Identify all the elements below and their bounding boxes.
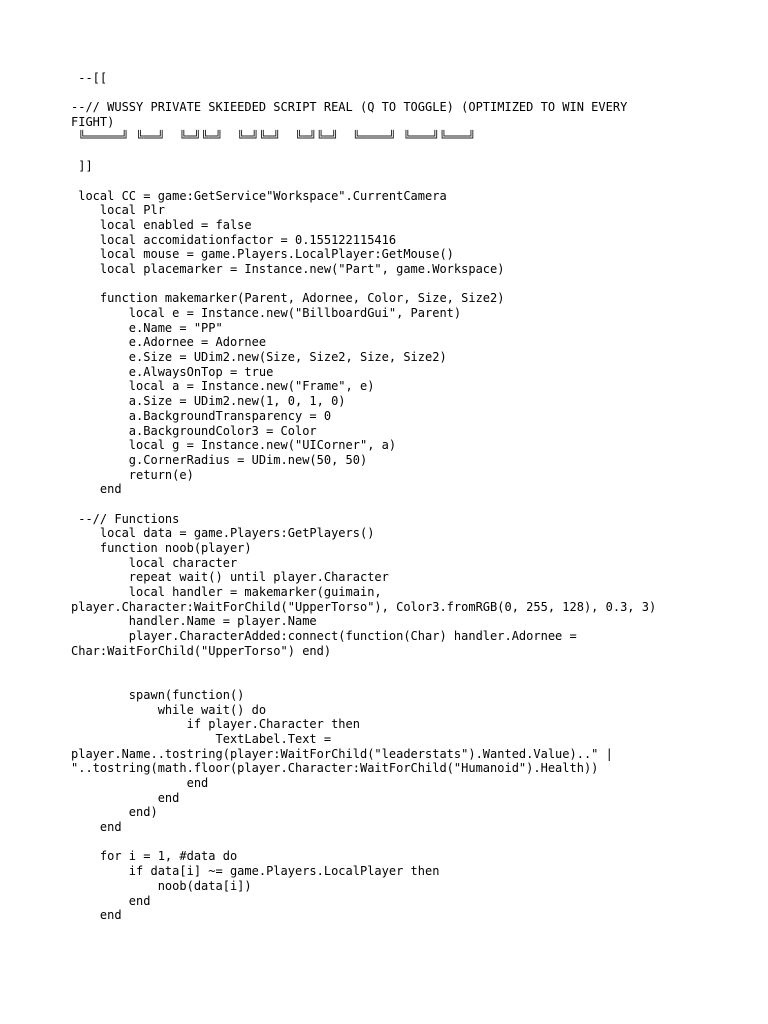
code-line	[71, 835, 711, 850]
code-line: TextLabel.Text =	[71, 731, 332, 746]
code-line: handler.Name = player.Name	[71, 614, 317, 629]
code-line: end	[71, 776, 209, 790]
code-line	[71, 659, 711, 674]
code-line: noob(data[i])	[71, 878, 252, 893]
code-line: if player.Character then	[71, 717, 360, 732]
code-line: local enabled = false	[71, 217, 252, 232]
code-line: Char:WaitForChild("UpperTorso") end)	[71, 643, 332, 658]
code-line	[71, 497, 711, 512]
code-line: spawn(function()	[71, 687, 245, 702]
code-line: local accomidationfactor = 0.155122115416	[71, 232, 397, 247]
code-line: e.Size = UDim2.new(Size, Size2, Size, Size2)	[71, 350, 447, 365]
code-line: FIGHT)	[71, 115, 115, 130]
code-line: --// Functions	[71, 511, 180, 526]
code-line: player.Character:WaitForChild("UpperTorso"), Color3.fromRGB(0, 255, 128), 0.3, 3)	[71, 599, 657, 614]
code-line: e.Adornee = Adornee	[71, 335, 267, 350]
code-line: local e = Instance.new("BillboardGui", Parent)	[71, 306, 462, 320]
code-line: e.AlwaysOnTop = true	[71, 364, 274, 379]
code-line: --// WUSSY PRIVATE SKIEEDED SCRIPT REAL (Q TO TOGGLE) (OPTIMIZED TO WIN EVERY	[71, 100, 628, 115]
code-line	[71, 673, 711, 688]
code-line	[71, 86, 711, 101]
code-line: return(e)	[71, 467, 194, 482]
code-line: "..tostring(math.floor(player.Character:WaitForChild("Humanoid").Health))	[71, 761, 599, 776]
code-line: --[[	[71, 71, 108, 85]
code-line: while wait() do	[71, 702, 267, 717]
code-line: end	[71, 482, 122, 497]
code-line: local character	[71, 555, 238, 570]
code-line: function noob(player)	[71, 541, 252, 555]
code-line: local handler = makemarker(guimain,	[71, 585, 382, 600]
code-line	[71, 277, 711, 292]
code-line: repeat wait() until player.Character	[71, 570, 389, 585]
code-line: ]]	[71, 159, 93, 174]
code-line: end	[71, 908, 122, 923]
code-line: end	[71, 820, 122, 835]
code-line: local data = game.Players:GetPlayers()	[71, 526, 375, 541]
code-line: local Plr	[71, 203, 165, 218]
code-line: a.BackgroundTransparency = 0	[71, 408, 332, 423]
code-line: end	[71, 790, 180, 805]
code-line: g.CornerRadius = UDim.new(50, 50)	[71, 452, 368, 467]
code-line: local mouse = game.Players.LocalPlayer:GetMouse()	[71, 247, 454, 262]
code-line: a.BackgroundColor3 = Color	[71, 423, 317, 438]
code-line	[71, 174, 711, 189]
code-line: player.CharacterAdded:connect(function(Char) handler.Adornee =	[71, 629, 577, 644]
code-line: local g = Instance.new("UICorner", a)	[71, 438, 397, 453]
code-line: local a = Instance.new("Frame", e)	[71, 379, 375, 394]
code-line: e.Name = "PP"	[71, 320, 223, 335]
ascii-banner-line: ╚═════╝ ╚══╝ ╚═╝╚═╝ ╚═╝╚═╝ ╚═╝╚═╝ ╚════╝ ╚═══╝╚═══╝	[71, 129, 476, 144]
code-line: end	[71, 893, 151, 908]
code-line: local CC = game:GetService"Workspace".CurrentCamera	[71, 188, 447, 203]
code-line: for i = 1, #data do	[71, 849, 238, 864]
code-document	[71, 71, 711, 923]
code-line: player.Name..tostring(player:WaitForChild("leaderstats").Wanted.Value).." |	[71, 746, 613, 761]
code-line	[71, 144, 711, 159]
code-line: if data[i] ~= game.Players.LocalPlayer then	[71, 864, 440, 879]
code-line: a.Size = UDim2.new(1, 0, 1, 0)	[71, 394, 346, 409]
code-line: function makemarker(Parent, Adornee, Color, Size, Size2)	[71, 291, 505, 306]
code-line: end)	[71, 805, 158, 820]
code-line: local placemarker = Instance.new("Part", game.Workspace)	[71, 261, 505, 276]
